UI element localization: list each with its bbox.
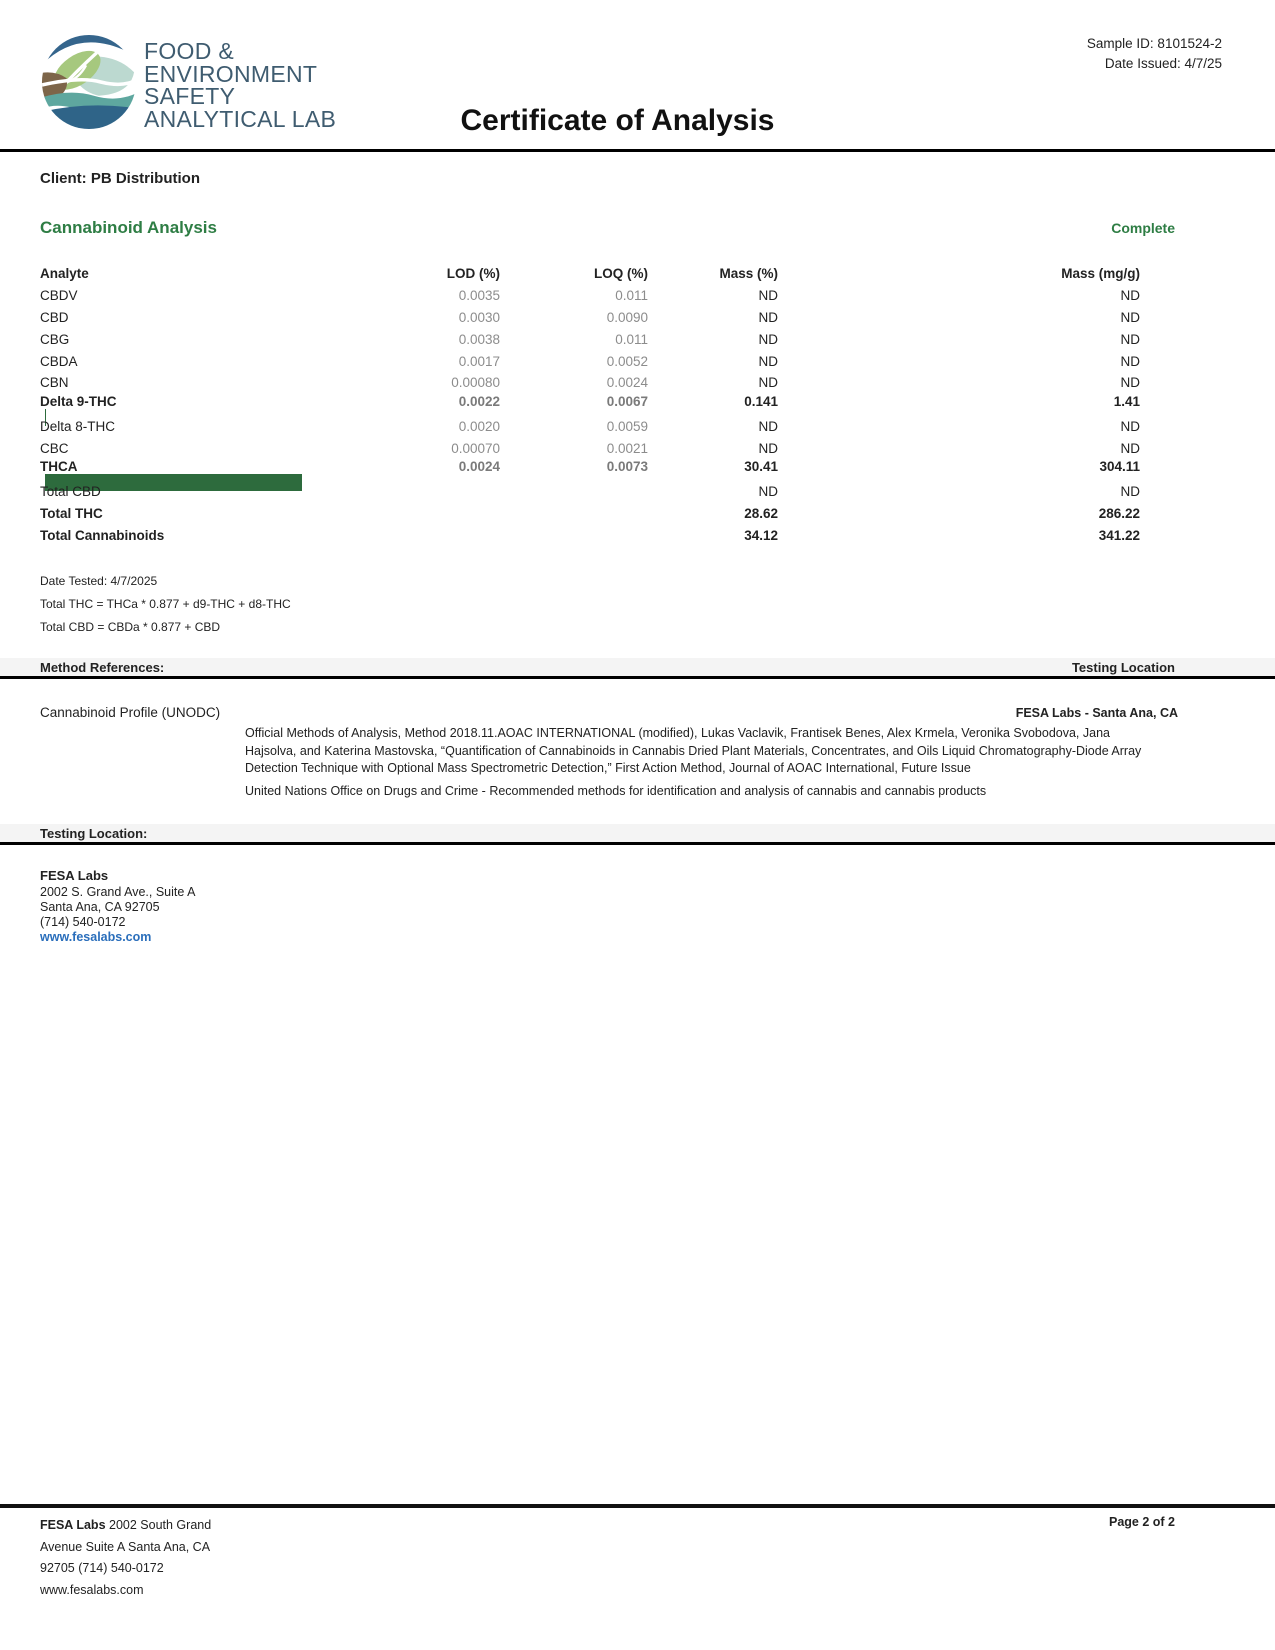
mass-mgg-cell: 1.41 (1113, 393, 1140, 409)
testing-location-column-heading: Testing Location (1071, 659, 1175, 675)
table-row (40, 481, 1140, 503)
lod-cell: 0.0022 (458, 393, 500, 409)
sample-info (1087, 34, 1222, 74)
address-line-1: 2002 S. Grand Ave., Suite A (40, 885, 196, 899)
table-row (40, 285, 1140, 307)
date-tested-note: Date Tested: 4/7/2025 (40, 574, 158, 588)
table-row (40, 394, 1140, 416)
table-notes (40, 570, 291, 639)
lab-name-address: FESA Labs (40, 868, 109, 883)
mass-pct-cell: 28.62 (744, 506, 778, 522)
loq-cell: 0.0059 (606, 418, 648, 434)
address-line-2: Santa Ana, CA 92705 (40, 900, 160, 914)
analyte-cell: THCA (40, 459, 78, 475)
col-header-lod: LOD (%) (446, 266, 500, 282)
lod-cell: 0.0038 (458, 331, 500, 347)
phone-number: (714) 540-0172 (40, 915, 126, 929)
analyte-cell: CBN (40, 375, 69, 391)
mass-pct-cell: 0.141 (744, 393, 778, 409)
lod-cell: 0.0030 (458, 309, 500, 325)
lab-name-line: ANALYTICAL LAB (144, 105, 337, 132)
lod-cell: 0.0024 (458, 459, 500, 475)
mass-pct-cell: ND (758, 353, 778, 369)
mass-mgg-cell: ND (1120, 484, 1140, 500)
col-header-mass-mgg: Mass (mg/g) (1061, 266, 1140, 282)
footer-website: www.fesalabs.com (40, 1582, 144, 1597)
method-reference-paragraph: Official Methods of Analysis, Method 2018.11.AOAC INTERNATIONAL (modified), Lukas Vaclavik, Frantisek Benes, Alex Krmela, Veronika Svobodova, Jana Hajsolva, and Katerina Mastovska, “Quantification of Cannabinoids in Cannabis Dried Plant Materials, Concentrates, and Oils Liquid Chromatography-Diode Array Detection Technique with Optional Mass Spectrometric Detection,” First Action Method, Journal of AOAC International, Future Issue (245, 726, 1142, 775)
analyte-cell: CBG (40, 331, 70, 347)
table-row (40, 503, 1140, 525)
testing-location-band (0, 824, 1275, 845)
mass-mgg-cell: ND (1120, 353, 1140, 369)
mass-pct-cell: ND (758, 309, 778, 325)
lod-cell: 0.0035 (458, 288, 500, 304)
testing-location-address (40, 868, 195, 945)
table-row (40, 350, 1140, 372)
mass-pct-cell: ND (758, 288, 778, 304)
lab-name-line: ENVIRONMENT (144, 60, 318, 87)
analyte-cell: CBDA (40, 353, 78, 369)
loq-cell: 0.011 (615, 288, 648, 304)
mass-pct-cell: ND (758, 331, 778, 347)
col-header-analyte: Analyte (40, 266, 89, 282)
date-issued: Date Issued: 4/7/25 (1104, 56, 1222, 71)
document-title: Certificate of Analysis (460, 104, 775, 137)
lod-cell: 0.0020 (458, 418, 500, 434)
footer-divider (0, 1504, 1275, 1508)
website-link[interactable]: www.fesalabs.com (40, 930, 152, 944)
header-divider (0, 149, 1275, 152)
mass-mgg-cell: ND (1120, 331, 1140, 347)
table-row (40, 416, 1140, 438)
table-row (40, 525, 1140, 547)
analyte-cell: CBC (40, 440, 69, 456)
loq-cell: 0.011 (615, 331, 648, 347)
analyte-cell: Total THC (40, 506, 103, 522)
method-references-band (0, 658, 1275, 679)
total-thc-formula: Total THC = THCa * 0.877 + d9-THC + d8-THC (40, 597, 291, 611)
mass-mgg-cell: ND (1120, 375, 1140, 391)
mass-mgg-cell: ND (1120, 288, 1140, 304)
analyte-cell: Total Cannabinoids (40, 527, 165, 543)
loq-cell: 0.0052 (606, 353, 648, 369)
footer-lab-name: FESA Labs (40, 1518, 106, 1532)
table-header-row (40, 263, 1140, 285)
total-cbd-formula: Total CBD = CBDa * 0.877 + CBD (40, 620, 221, 634)
footer-address-line-3: 92705 (714) 540-0172 (40, 1561, 164, 1575)
lod-cell: 0.00070 (451, 440, 500, 456)
lod-cell: 0.0017 (458, 353, 500, 369)
loq-cell: 0.0067 (606, 393, 648, 409)
lab-name-line: SAFETY (144, 83, 236, 109)
mass-pct-cell: ND (758, 440, 778, 456)
footer-address (40, 1515, 211, 1601)
mass-mgg-cell: 341.22 (1098, 527, 1140, 543)
col-header-mass-pct: Mass (%) (719, 266, 778, 282)
loq-cell: 0.0090 (606, 309, 648, 325)
mass-pct-cell: ND (758, 375, 778, 391)
mass-mgg-cell: ND (1120, 418, 1140, 434)
footer-address-line-2: Avenue Suite A Santa Ana, CA (40, 1539, 211, 1554)
table-row (40, 307, 1140, 329)
table-row (40, 437, 1140, 459)
mass-mgg-cell: ND (1120, 440, 1140, 456)
lab-name-line: FOOD & (144, 38, 234, 64)
section-status-badge: Complete (1111, 220, 1175, 236)
cannabinoid-table (40, 263, 1140, 546)
table-row (40, 459, 1140, 481)
table-row (40, 372, 1140, 394)
analyte-cell: Delta 8-THC (40, 418, 116, 434)
analyte-cell: CBDV (40, 288, 78, 304)
mass-mgg-cell: ND (1120, 309, 1140, 325)
sample-id: Sample ID: 8101524-2 (1086, 36, 1222, 51)
section-title: Cannabinoid Analysis (40, 218, 217, 237)
method-testing-location: FESA Labs - Santa Ana, CA (1015, 706, 1178, 720)
loq-cell: 0.0021 (606, 440, 648, 456)
footer-address-line-1: 2002 South Grand (109, 1518, 212, 1532)
analyte-cell: CBD (40, 309, 69, 325)
analyte-cell: Delta 9-THC (40, 393, 117, 409)
mass-mgg-cell: 304.11 (1099, 459, 1140, 475)
testing-location-heading: Testing Location: (40, 825, 148, 841)
mass-pct-cell: 34.12 (744, 527, 778, 543)
mass-pct-cell: ND (758, 484, 778, 500)
method-references-heading: Method References: (40, 659, 165, 675)
loq-cell: 0.0073 (606, 459, 648, 475)
method-name: Cannabinoid Profile (UNODC) (40, 705, 221, 720)
table-row (40, 328, 1140, 350)
mass-pct-cell: 30.41 (744, 459, 778, 475)
analyte-cell: Total CBD (40, 484, 101, 500)
mass-mgg-cell: 286.22 (1098, 506, 1140, 522)
loq-cell: 0.0024 (606, 375, 648, 391)
method-reference-unodc: United Nations Office on Drugs and Crime - Recommended methods for identification and analysis of cannabis and cannabis products (245, 784, 987, 798)
lod-cell: 0.00080 (451, 375, 500, 391)
page-number: Page 2 of 2 (1109, 1515, 1175, 1529)
mass-pct-cell: ND (758, 418, 778, 434)
client-line: Client: PB Distribution (40, 170, 200, 187)
col-header-loq: LOQ (%) (594, 266, 648, 282)
